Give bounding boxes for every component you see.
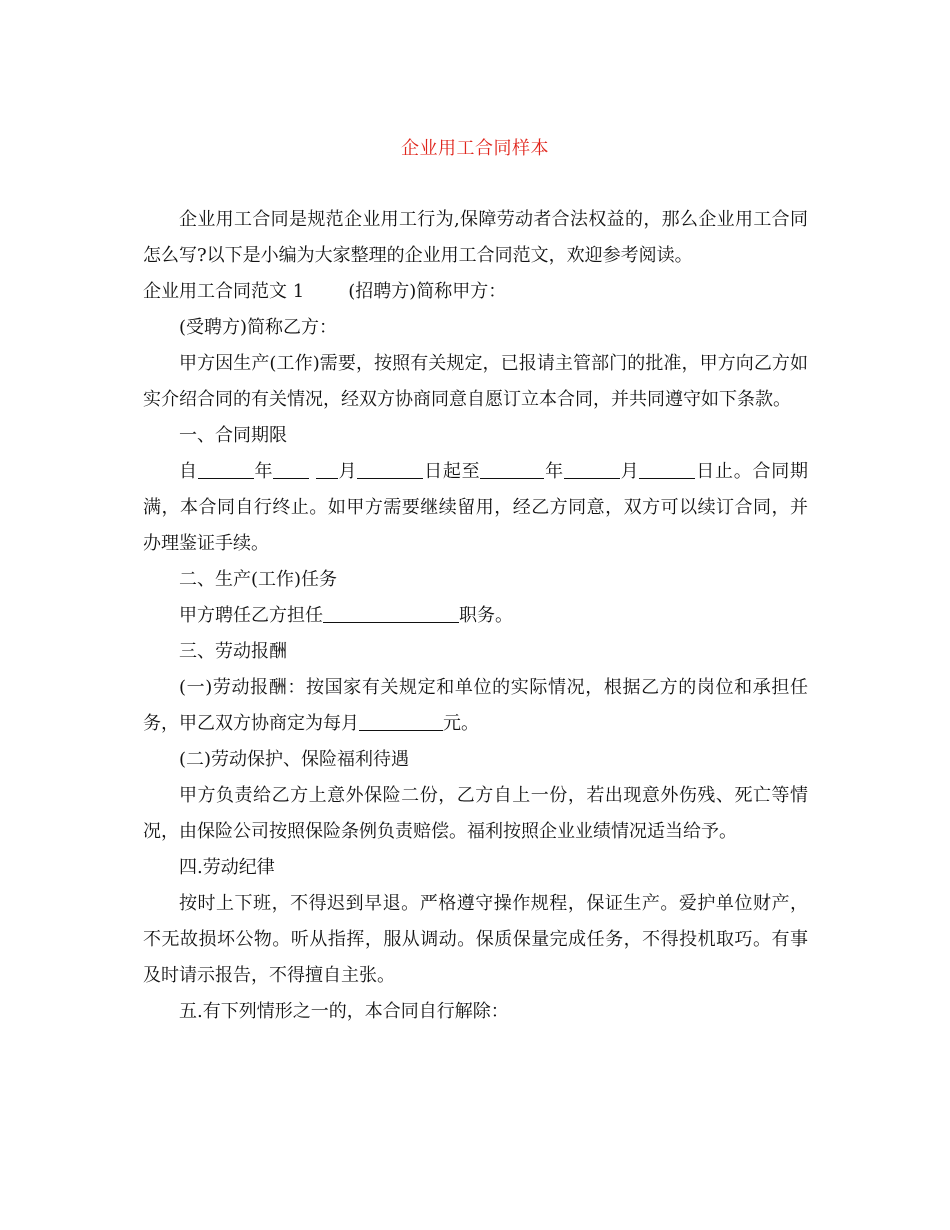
sample-line: [143, 274, 808, 310]
start-month-blank-a: [273, 460, 309, 479]
section-5-heading: 五.有下列情形之一的，本合同自行解除：: [179, 1001, 509, 1022]
term-rest: 合同期满，本合同自行终止。如甲方需要继续留用，经乙方同意，双方可以续订合同，并办理鉴证手续。: [143, 461, 809, 554]
term-month-1: 月: [337, 461, 358, 482]
start-year-blank: [198, 460, 254, 479]
document-body: [143, 202, 808, 1030]
term-from: 自: [179, 461, 198, 482]
term-month-2: 月: [619, 461, 640, 482]
preamble-paragraph: 甲方因生产(工作)需要，按照有关规定，已报请主管部门的批准，甲方向乙方如实介绍合同的有关情况，经双方协商同意自愿订立本合同，并共同遵守如下条款。: [143, 353, 808, 410]
discipline-paragraph: 按时上下班，不得迟到早退。严格遵守操作规程，保证生产。爱护单位财产，不无故损坏公物。听从指挥，服从调动。保质保量完成任务，不得投机取巧。有事及时请示报告，不得擅自主张。: [143, 893, 808, 986]
sample-label: 企业用工合同范文 1: [143, 281, 305, 302]
end-day-blank: [639, 460, 695, 479]
start-month-blank-b: [316, 460, 338, 479]
pay-paragraph: [143, 670, 808, 742]
party-a-label: (招聘方)简称甲方：: [348, 281, 507, 302]
position-blank: [323, 604, 459, 623]
term-day-start: 日起至: [423, 461, 481, 482]
duty-after: 职务。: [459, 605, 513, 626]
duty-before: 甲方聘任乙方担任: [179, 605, 323, 626]
intro-paragraph: 企业用工合同是规范企业用工行为,保障劳动者合法权益的，那么企业用工合同怎么写?以下是小编为大家整理的企业用工合同范文，欢迎参考阅读。: [143, 209, 808, 266]
protection-heading: (二)劳动保护、保险福利待遇: [179, 749, 410, 770]
term-year-2: 年: [544, 461, 564, 482]
party-b-label: (受聘方)简称乙方：: [179, 317, 338, 338]
start-day-blank: [357, 460, 423, 479]
term-year-1: 年: [253, 461, 274, 482]
section-1-heading: 一、合同期限: [179, 425, 287, 446]
pay-after: 元。: [443, 713, 479, 734]
document-title: 企业用工合同样本: [401, 138, 549, 159]
section-2-heading: 二、生产(工作)任务: [179, 569, 338, 590]
end-month-blank: [564, 460, 620, 479]
section-4-heading: 四.劳动纪律: [179, 857, 275, 878]
end-year-blank: [480, 460, 544, 479]
term-paragraph: [143, 454, 808, 562]
protection-paragraph: 甲方负责给乙方上意外保险二份，乙方自上一份，若出现意外伤残、死亡等情况，由保险公司按照保险条例负责赔偿。福利按照企业业绩情况适当给予。: [143, 785, 808, 842]
term-day-end: 日止。: [695, 461, 753, 482]
pay-before: (一)劳动报酬：按国家有关规定和单位的实际情况，根据乙方的岗位和承担任务，甲乙双方协商定为每月: [143, 677, 808, 734]
section-3-heading: 三、劳动报酬: [179, 641, 287, 662]
duty-paragraph: [143, 598, 808, 634]
monthly-pay-blank: [359, 712, 443, 731]
